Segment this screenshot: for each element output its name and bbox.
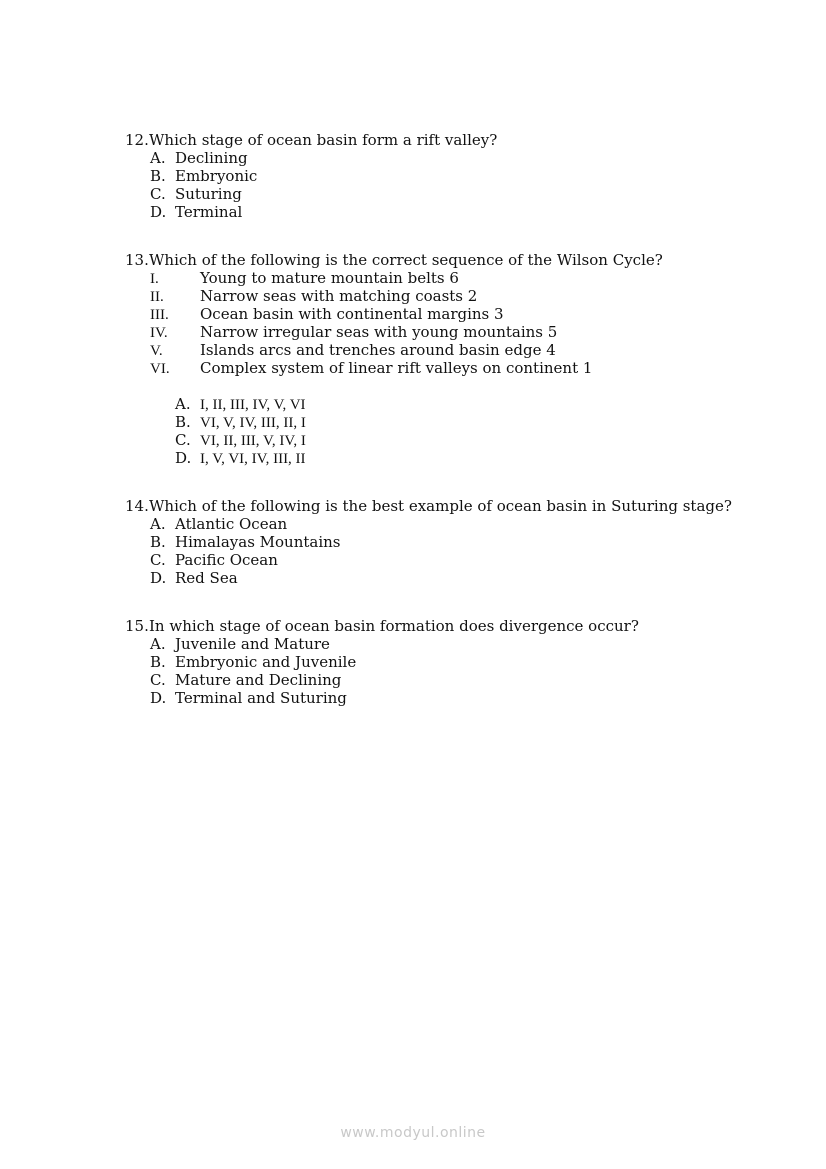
spacer	[125, 377, 765, 395]
sequence-item-text: Ocean basin with continental margins 3	[200, 305, 504, 323]
option-b	[125, 653, 765, 671]
question-stem	[125, 617, 765, 635]
roman-numeral: I.	[150, 271, 159, 287]
option-b	[125, 533, 765, 551]
option-text: Juvenile and Mature	[175, 635, 330, 653]
option-letter: A.	[150, 515, 166, 533]
option-text: Pacific Ocean	[175, 551, 278, 569]
option-letter: D.	[150, 203, 167, 221]
question-number: 15.	[125, 617, 149, 635]
option-text: Terminal and Suturing	[175, 689, 347, 707]
roman-numeral: IV.	[150, 325, 168, 341]
option-letter: C.	[150, 551, 166, 569]
roman-numeral: VI.	[150, 361, 170, 377]
sequence-item-text: Complex system of linear rift valleys on continent 1	[200, 359, 593, 377]
option-text: Himalayas Mountains	[175, 533, 341, 551]
question-12	[125, 131, 765, 221]
option-a	[125, 395, 765, 413]
sequence-item-1	[125, 269, 765, 287]
sequence-item-text: Narrow irregular seas with young mountains 5	[200, 323, 558, 341]
option-text: I, II, III, IV, V, VI	[200, 397, 306, 413]
option-d	[125, 689, 765, 707]
option-d	[125, 449, 765, 467]
question-13	[125, 251, 765, 467]
option-letter: B.	[175, 413, 191, 431]
option-letter: C.	[150, 671, 166, 689]
option-text: I, V, VI, IV, III, II	[200, 451, 306, 467]
sequence-item-text: Islands arcs and trenches around basin edge 4	[200, 341, 556, 359]
option-c	[125, 431, 765, 449]
roman-numeral: II.	[150, 289, 164, 305]
sequence-item-6	[125, 359, 765, 377]
option-letter: A.	[175, 395, 191, 413]
question-text: In which stage of ocean basin formation does divergence occur?	[149, 617, 639, 635]
option-letter: D.	[150, 689, 167, 707]
option-b	[125, 167, 765, 185]
option-d	[125, 203, 765, 221]
option-letter: A.	[150, 149, 166, 167]
option-letter: C.	[150, 185, 166, 203]
option-text: Terminal	[175, 203, 243, 221]
sequence-item-3	[125, 305, 765, 323]
option-letter: C.	[175, 431, 191, 449]
option-letter: B.	[150, 533, 166, 551]
question-stem	[125, 131, 765, 149]
option-text: Suturing	[175, 185, 242, 203]
sequence-item-4	[125, 323, 765, 341]
question-number: 13.	[125, 251, 149, 269]
sequence-item-5	[125, 341, 765, 359]
question-15	[125, 617, 765, 707]
sequence-item-2	[125, 287, 765, 305]
question-text: Which of the following is the best example of ocean basin in Suturing stage?	[149, 497, 732, 515]
option-a	[125, 515, 765, 533]
option-letter: D.	[175, 449, 192, 467]
option-text: Declining	[175, 149, 248, 167]
option-letter: B.	[150, 167, 166, 185]
option-a	[125, 635, 765, 653]
question-text: Which of the following is the correct sequence of the Wilson Cycle?	[149, 251, 663, 269]
option-text: VI, V, IV, III, II, I	[200, 415, 306, 431]
option-c	[125, 185, 765, 203]
roman-numeral: V.	[150, 343, 163, 359]
option-text: Mature and Declining	[175, 671, 342, 689]
option-b	[125, 413, 765, 431]
option-text: Atlantic Ocean	[175, 515, 288, 533]
option-c	[125, 551, 765, 569]
roman-numeral: III.	[150, 307, 169, 323]
question-number: 12.	[125, 131, 149, 149]
watermark: www.modyul.online	[340, 1125, 486, 1141]
option-letter: A.	[150, 635, 166, 653]
option-text: Embryonic and Juvenile	[175, 653, 357, 671]
question-14	[125, 497, 765, 587]
question-number: 14.	[125, 497, 149, 515]
question-stem	[125, 497, 765, 515]
question-text: Which stage of ocean basin form a rift valley?	[149, 131, 498, 149]
sequence-item-text: Young to mature mountain belts 6	[200, 269, 459, 287]
option-text: VI, II, III, V, IV, I	[200, 433, 306, 449]
option-text: Embryonic	[175, 167, 258, 185]
option-text: Red Sea	[175, 569, 238, 587]
option-letter: B.	[150, 653, 166, 671]
option-letter: D.	[150, 569, 167, 587]
option-d	[125, 569, 765, 587]
option-a	[125, 149, 765, 167]
sequence-item-text: Narrow seas with matching coasts 2	[200, 287, 478, 305]
option-c	[125, 671, 765, 689]
question-stem	[125, 251, 765, 269]
